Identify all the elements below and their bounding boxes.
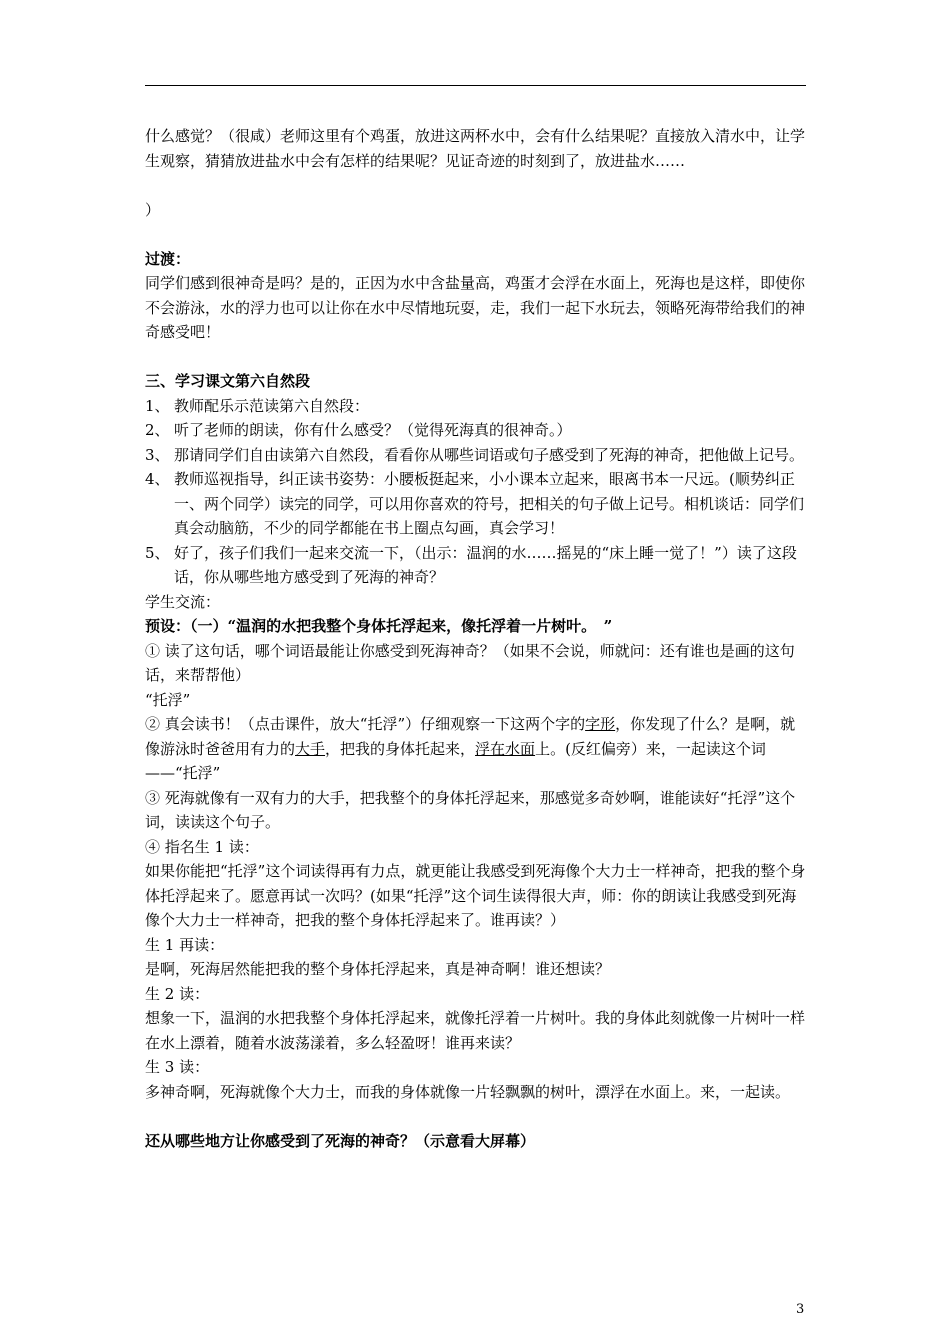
circled-item-4: ④ 指名生 1 读： [145, 837, 259, 856]
list-item [145, 443, 810, 468]
list-number: 3、 [145, 445, 170, 464]
keyword-tuofu: “托浮” [145, 690, 191, 709]
intro-paragraph: 什么感觉？（很咸）老师这里有个鸡蛋，放进这两杯水中，会有什么结果呢？直接放入清水中，让学生观察，猜猜放进盐水中会有怎样的结果呢？见证奇迹的时刻到了，放进盐水…… [145, 127, 806, 170]
underlined-zixing: 字形 [585, 715, 616, 733]
list-number: 1、 [145, 396, 170, 415]
list-number: 2、 [145, 421, 170, 439]
exchange-label: 学生交流： [145, 592, 221, 611]
closing-question: 还从哪些地方让你感受到了死海的神奇？（示意看大屏幕） [145, 1131, 536, 1150]
transition-heading: 过渡： [145, 249, 191, 268]
preset-line [145, 614, 810, 639]
transition-paragraph: 同学们感到很神奇是吗？是的，正因为水中含盐量高，鸡蛋才会浮在水面上，死海也是这样，即使你不会游泳，水的浮力也可以让你在水中尽情地玩耍，走，我们一起下水玩去，领略死海带给我们的神奇感受吧！ [145, 274, 806, 341]
underlined-dashou: 大手 [295, 739, 326, 758]
list-item [145, 467, 810, 541]
document-body [145, 124, 810, 1153]
underlined-fuzaishuimian: 浮在水面 [475, 739, 536, 758]
student-1-reread: 生 1 再读： [145, 935, 225, 954]
list-text: 教师巡视指导，纠正读书姿势：小腰板挺起来，小小课本立起来，眼离书本一尺远。(顺势纠正一、两个同学）读完的同学，可以用你喜欢的符号，把相关的句子做上记号。相机谈话：同学们真会动脑筋，不少的同学都能在书上圈点勾画，真会学习！ [174, 470, 805, 537]
paragraph-reading-4: 多神奇啊，死海就像个大力士，而我的身体就像一片轻飘飘的树叶，漂浮在水面上。来，一起读。 [145, 1082, 791, 1101]
list-text: 那请同学们自由读第六自然段，看看你从哪些词语或句子感受到了死海的神奇，把他做上记号。 [174, 445, 805, 464]
student-3-read: 生 3 读： [145, 1058, 210, 1076]
paragraph-reading-3: 想象一下，温润的水把我整个身体托浮起来，就像托浮着一片树叶。我的身体此刻就像一片树叶一样在水上漂着，随着水波荡漾着，多么轻盈呀！谁再来读？ [145, 1009, 806, 1052]
circled-item-1: ① 读了这句话，哪个词语最能让你感受到死海神奇？（如果不会说，师就问：还有谁也是画的这句话，来帮帮他） [145, 641, 795, 684]
list-text: 好了，孩子们我们一起来交流一下，（出示：温润的水……摇晃的“床上睡一觉了！”）读了这段话，你从哪些地方感受到了死海的神奇？ [174, 543, 797, 586]
circled-item-3: ③ 死海就像有一双有力的大手，把我整个的身体托浮起来，那感觉多奇妙啊，谁能读好“托浮”这个词，读读这个句子。 [145, 788, 796, 831]
list-item [145, 394, 810, 419]
preset-quote: （一）“温润的水把我整个身体托浮起来，像托浮着一片树叶。 ” [190, 617, 613, 635]
list-text: 听了老师的朗读，你有什么感受？（觉得死海真的很神奇。） [174, 421, 572, 439]
closing-paren: ） [145, 200, 161, 219]
list-item [145, 418, 810, 443]
paragraph-reading-2: 是啊，死海居然能把我的整个身体托浮起来，真是神奇啊！谁还想读？ [145, 960, 611, 978]
numbered-list [145, 394, 810, 590]
list-number: 4、 [145, 470, 170, 488]
section-heading: 三、学习课文第六自然段 [145, 372, 311, 390]
c2-text-c: ，把我的身体托起来， [325, 739, 476, 758]
c2-text-a: ② 真会读书！（点击课件，放大“托浮”）仔细观察一下这两个字的 [145, 715, 586, 733]
list-number: 5、 [145, 543, 170, 562]
paragraph-reading-1: 如果你能把“托浮”这个词读得再有力点，就更能让我感受到死海像个大力士一样神奇，把我的整个身体托浮起来了。愿意再试一次吗？(如果“托浮”这个词生读得很大声，师：你的朗读让我感受到死海像个大力士一样神奇，把我的整个身体托浮起来了。谁再读？） [145, 862, 806, 929]
c2-text-d: 上。(反红偏旁）来，一起读这个词——“托浮” [145, 739, 766, 782]
list-text: 教师配乐示范读第六自然段： [174, 396, 370, 415]
header-rule [145, 85, 806, 86]
student-2-read: 生 2 读： [145, 984, 210, 1003]
preset-prefix: 预设： [145, 617, 191, 635]
circled-item-2 [145, 712, 810, 786]
c2-text-b: ，你发现了什么？是啊，就像游泳时爸爸用有力的 [145, 715, 796, 758]
list-item [145, 541, 810, 590]
page-number: 3 [796, 1302, 805, 1317]
